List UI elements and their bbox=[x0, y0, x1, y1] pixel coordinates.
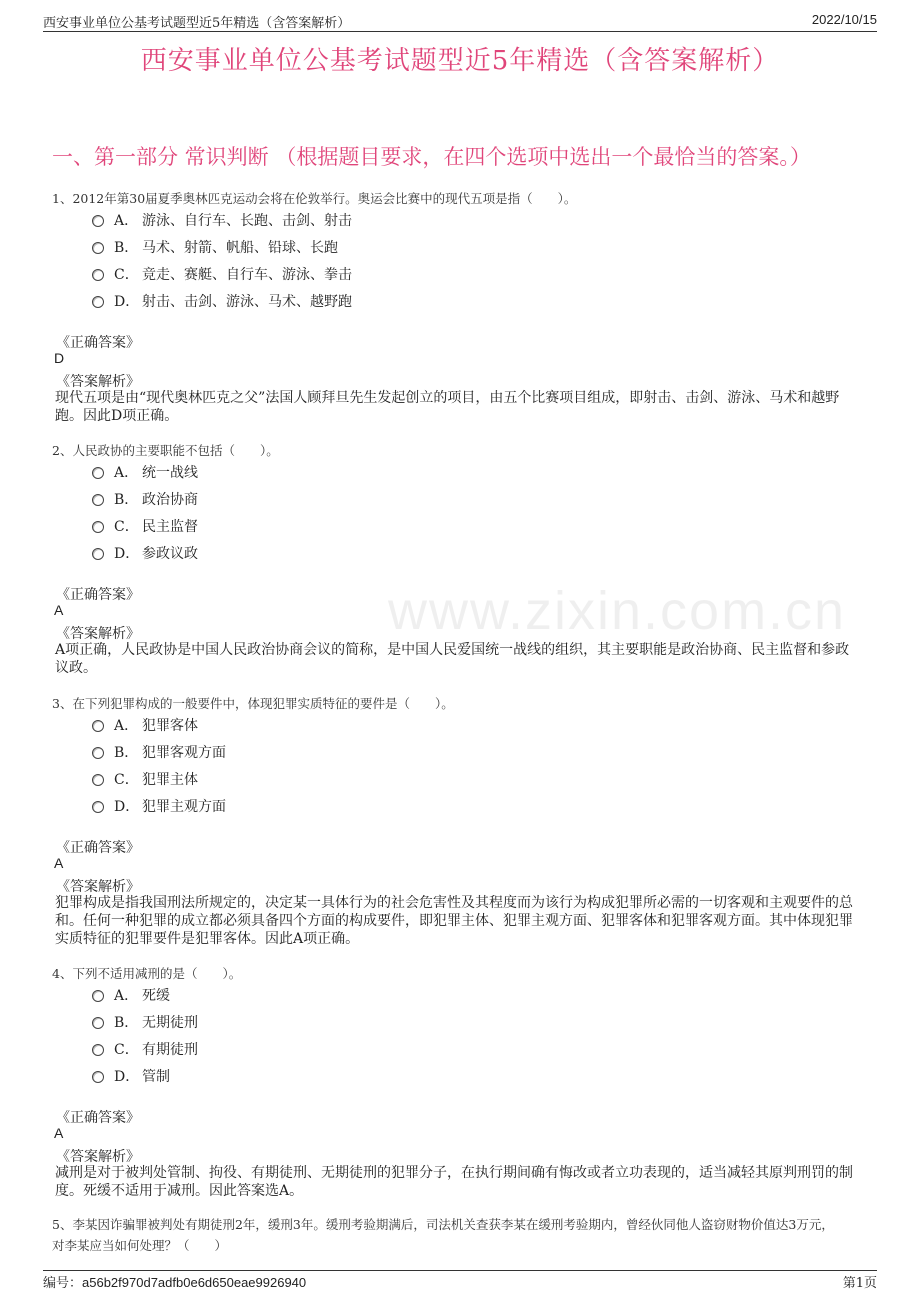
correct-answer-label: 《正确答案》 bbox=[56, 335, 140, 351]
question-4-option-a[interactable]: A． 死缓 bbox=[92, 985, 170, 1007]
question-3-analysis: 犯罪构成是指我国刑法所规定的，决定某一具体行为的社会危害性及其程度而为该行为构成犯罪所必需的一切客观和主观要件的总和。任何一种犯罪的成立都必须具备四个方面的构成要件，即犯罪主体、犯罪主观方面、犯罪客体和犯罪客观方面。其中体现犯罪实质特征的犯罪要件是犯罪客体。因此A项正确。 bbox=[55, 895, 853, 947]
question-3-answer: A bbox=[54, 855, 64, 871]
question-1-option-b[interactable]: B． 马术、射箭、帆船、铅球、长跑 bbox=[92, 237, 338, 259]
radio-icon[interactable] bbox=[92, 296, 104, 308]
radio-icon[interactable] bbox=[92, 1044, 104, 1056]
question-3-text: 3、在下列犯罪构成的一般要件中，体现犯罪实质特征的要件是（ ）。 bbox=[52, 696, 454, 711]
question-1-option-a[interactable]: A． 游泳、自行车、长跑、击剑、射击 bbox=[92, 210, 352, 232]
radio-icon[interactable] bbox=[92, 521, 104, 533]
radio-icon[interactable] bbox=[92, 215, 104, 227]
question-2-option-a[interactable]: A． 统一战线 bbox=[92, 462, 198, 484]
analysis-label: 《答案解析》 bbox=[56, 879, 140, 895]
radio-icon[interactable] bbox=[92, 747, 104, 759]
radio-icon[interactable] bbox=[92, 548, 104, 560]
radio-icon[interactable] bbox=[92, 242, 104, 254]
analysis-label: 《答案解析》 bbox=[56, 374, 140, 390]
question-2-option-b[interactable]: B． 政治协商 bbox=[92, 489, 198, 511]
radio-icon[interactable] bbox=[92, 774, 104, 786]
question-1-option-c[interactable]: C． 竞走、赛艇、自行车、游泳、拳击 bbox=[92, 264, 352, 286]
radio-icon[interactable] bbox=[92, 720, 104, 732]
question-3-option-d[interactable]: D． 犯罪主观方面 bbox=[92, 796, 226, 818]
question-1-analysis: 现代五项是由“现代奥林匹克之父”法国人顾拜旦先生发起创立的项目，由五个比赛项目组成，即射击、击剑、游泳、马术和越野跑。因此D项正确。 bbox=[55, 390, 840, 424]
question-4-option-d[interactable]: D． 管制 bbox=[92, 1066, 170, 1088]
radio-icon[interactable] bbox=[92, 269, 104, 281]
question-5-text-line-2: 对李某应当如何处理？（ ） bbox=[52, 1238, 228, 1253]
question-4-text: 4、下列不适用减刑的是（ ）。 bbox=[52, 966, 242, 981]
question-3-option-c[interactable]: C． 犯罪主体 bbox=[92, 769, 198, 791]
document-code-label: 编号： bbox=[43, 1276, 83, 1291]
page-number: 第1页 bbox=[842, 1276, 877, 1291]
header-divider bbox=[43, 31, 877, 32]
radio-icon[interactable] bbox=[92, 494, 104, 506]
question-1-answer: D bbox=[54, 350, 65, 366]
question-2-answer: A bbox=[54, 602, 64, 618]
question-1-option-d[interactable]: D． 射击、击剑、游泳、马术、越野跑 bbox=[92, 291, 352, 313]
footer-divider bbox=[43, 1270, 877, 1271]
question-2-text: 2、人民政协的主要职能不包括（ ）。 bbox=[52, 443, 279, 458]
correct-answer-label: 《正确答案》 bbox=[56, 1110, 140, 1126]
question-4-option-c[interactable]: C． 有期徒刑 bbox=[92, 1039, 198, 1061]
radio-icon[interactable] bbox=[92, 801, 104, 813]
document-title: 西安事业单位公基考试题型近5年精选（含答案解析） bbox=[140, 46, 780, 76]
page-footer bbox=[43, 1272, 877, 1292]
page-header bbox=[43, 12, 877, 32]
question-3-option-a[interactable]: A． 犯罪客体 bbox=[92, 715, 198, 737]
question-2-analysis: A项正确，人民政协是中国人民政治协商会议的简称，是中国人民爱国统一战线的组织，其主要职能是政治协商、民主监督和参政议政。 bbox=[55, 642, 850, 676]
radio-icon[interactable] bbox=[92, 1071, 104, 1083]
question-4-option-b[interactable]: B． 无期徒刑 bbox=[92, 1012, 198, 1034]
question-1-text: 1、2012年第30届夏季奥林匹克运动会将在伦敦举行。奥运会比赛中的现代五项是指（ ）。 bbox=[52, 191, 577, 206]
question-4-answer: A bbox=[54, 1125, 64, 1141]
radio-icon[interactable] bbox=[92, 467, 104, 479]
header-doc-name: 西安事业单位公基考试题型近5年精选（含答案解析） bbox=[43, 16, 351, 31]
header-date: 2022/10/15 bbox=[811, 12, 877, 27]
correct-answer-label: 《正确答案》 bbox=[56, 587, 140, 603]
watermark: www.zixin.com.cn bbox=[388, 581, 847, 641]
correct-answer-label: 《正确答案》 bbox=[56, 840, 140, 856]
radio-icon[interactable] bbox=[92, 1017, 104, 1029]
analysis-label: 《答案解析》 bbox=[56, 1149, 140, 1165]
document-code-value: a56b2f970d7adfb0e6d650eae9926940 bbox=[82, 1275, 307, 1290]
question-4-analysis: 减刑是对于被判处管制、拘役、有期徒刑、无期徒刑的犯罪分子，在执行期间确有悔改或者立功表现的，适当减轻其原判刑罚的制度。死缓不适用于减刑。因此答案选A。 bbox=[55, 1165, 853, 1199]
question-2-option-d[interactable]: D． 参政议政 bbox=[92, 543, 198, 565]
section-title: 一、第一部分 常识判断 （根据题目要求，在四个选项中选出一个最恰当的答案。） bbox=[52, 145, 811, 169]
question-2-option-c[interactable]: C． 民主监督 bbox=[92, 516, 198, 538]
radio-icon[interactable] bbox=[92, 990, 104, 1002]
document-code bbox=[43, 1272, 306, 1291]
analysis-label: 《答案解析》 bbox=[56, 626, 140, 642]
question-3-option-b[interactable]: B． 犯罪客观方面 bbox=[92, 742, 226, 764]
question-5-text-line-1: 5、李某因诈骗罪被判处有期徒刑2年，缓刑3年。缓刑考验期满后，司法机关查获李某在缓刑考验期内，曾经伙同他人盗窃财物价值达3万元， bbox=[52, 1217, 834, 1232]
